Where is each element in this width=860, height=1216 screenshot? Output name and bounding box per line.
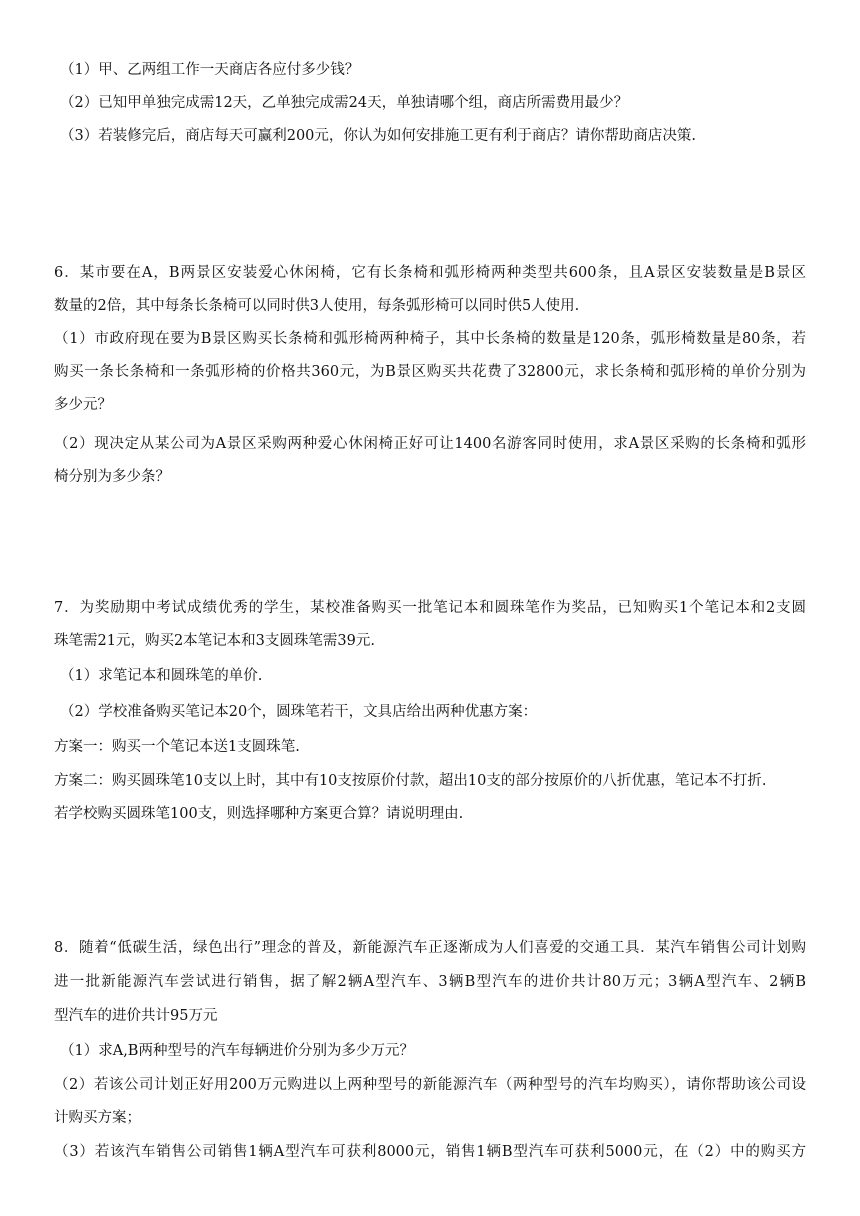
q6-stem-line2: 数量的2倍，其中每条长条椅可以同时供3人使用，每条弧形椅可以同时供5人使用. <box>54 298 580 314</box>
q8-part3-line1: （3）若该汽车销售公司销售1辆A型汽车可获利8000元，销售1辆B型汽车可获利5000元，在（2）中的购买方 <box>54 1144 806 1160</box>
q7-stem-line2: 珠笔需21元，购买2本笔记本和3支圆珠笔需39元. <box>54 633 375 649</box>
q7-part1: （1）求笔记本和圆珠笔的单价. <box>60 668 263 684</box>
q8-stem-line2: 进一批新能源汽车尝试进行销售，据了解2辆A型汽车、3辆B型汽车的进价共计80万元；3辆A型汽车、2辆B <box>54 974 806 990</box>
q6-part2-line2: 椅分别为多少条？ <box>54 469 170 485</box>
q7-stem-line1: 7．为奖励期中考试成绩优秀的学生，某校准备购买一批笔记本和圆珠笔作为奖品，已知购买1个笔记本和2支圆 <box>54 600 806 616</box>
q8-stem-line3: 型汽车的进价共计95万元 <box>54 1008 218 1024</box>
q7-part2: （2）学校准备购买笔记本20个，圆珠笔若干，文具店给出两种优惠方案： <box>60 704 538 720</box>
q7-question: 若学校购买圆珠笔100支，则选择哪种方案更合算？请说明理由. <box>54 806 464 822</box>
q8-part2-line1: （2）若该公司计划正好用200万元购进以上两种型号的新能源汽车（两种型号的汽车均购买），请你帮助该公司设 <box>54 1077 806 1093</box>
q7-plan2: 方案二：购买圆珠笔10支以上时，其中有10支按原价付款，超出10支的部分按原价的八折优惠，笔记本不打折. <box>54 773 767 789</box>
q6-stem-line1: 6．某市要在A，B两景区安装爱心休闲椅，它有长条椅和弧形椅两种类型共600条，且A景区安装数量是B景区 <box>54 265 806 281</box>
q8-part1: （1）求A,B两种型号的汽车每辆进价分别为多少万元？ <box>60 1043 414 1059</box>
q6-part2-line1: （2）现决定从某公司为A景区采购两种爱心休闲椅正好可让1400名游客同时使用，求A景区采购的长条椅和弧形 <box>54 436 806 452</box>
q8-stem-line1: 8．随着“低碳生活，绿色出行”理念的普及，新能源汽车正逐渐成为人们喜爱的交通工具．某汽车销售公司计划购 <box>54 940 806 956</box>
q8-part2-line2: 计购买方案； <box>54 1110 141 1126</box>
q7-plan1: 方案一：购买一个笔记本送1支圆珠笔. <box>54 739 300 755</box>
q5-part1: （1）甲、乙两组工作一天商店各应付多少钱？ <box>60 62 360 78</box>
q5-part2: （2）已知甲单独完成需12天，乙单独完成需24天，单独请哪个组，商店所需费用最少？ <box>60 95 629 111</box>
q5-part3: （3）若装修完后，商店每天可赢利200元，你认为如何安排施工更有利于商店？请你帮助商店决策. <box>60 128 697 144</box>
q6-part1-line2: 购买一条长条椅和一条弧形椅的价格共360元，为B景区购买共花费了32800元，求长条椅和弧形椅的单价分别为 <box>54 364 806 380</box>
q6-part1-line3: 多少元？ <box>54 397 112 413</box>
q6-part1-line1: （1）市政府现在要为B景区购买长条椅和弧形椅两种椅子，其中长条椅的数量是120条，弧形椅数量是80条，若 <box>54 331 806 347</box>
